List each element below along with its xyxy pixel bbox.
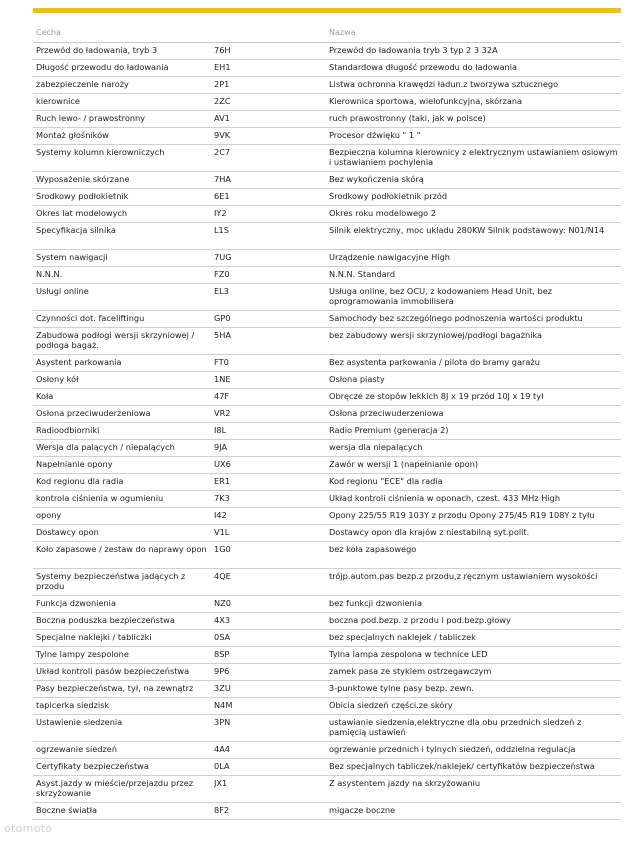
row-name: Procesor dźwięku " 1 " bbox=[329, 131, 421, 140]
row-feature: Systemy bezpieczeństwa jadących z przodu bbox=[36, 572, 186, 591]
table-row bbox=[33, 311, 621, 328]
row-code: 7K3 bbox=[214, 494, 230, 503]
row-code: 0SA bbox=[214, 633, 231, 642]
table-row bbox=[33, 742, 621, 759]
row-code: 4A4 bbox=[214, 745, 231, 754]
row-feature: Pasy bezpieczeństwa, tył, na zewnątrz bbox=[36, 684, 194, 693]
table-row bbox=[33, 145, 621, 172]
row-name: Obicia siedzeń części.ze skóry bbox=[329, 701, 453, 710]
row-name: 3-punktowe tylne pasy bezp. zewn. bbox=[329, 684, 474, 693]
row-feature: Systemy kolumn kierowniczych bbox=[36, 148, 165, 157]
table-row bbox=[33, 630, 621, 647]
row-name: Kod regionu "ECE" dla radia bbox=[329, 477, 443, 486]
row-feature: Napełnianie opony bbox=[36, 460, 113, 469]
table-row bbox=[33, 111, 621, 128]
table-row bbox=[33, 664, 621, 681]
header-feature: Cecha bbox=[36, 27, 61, 37]
table-row bbox=[33, 94, 621, 111]
row-feature: Funkcja dzwonienia bbox=[36, 599, 116, 608]
table-row bbox=[33, 60, 621, 77]
row-feature: Wyposażenie skórzane bbox=[36, 175, 130, 184]
table-row bbox=[33, 698, 621, 715]
table-row bbox=[33, 803, 621, 820]
row-name: Układ kontroli ciśnienia w oponach, czest. 433 MHz High bbox=[329, 494, 561, 503]
row-name: Usługa online, bez OCU, z kodowaniem Head Unit, bez oprogramowania immobilisera bbox=[329, 287, 553, 306]
row-name: ruch prawostronny (taki, jak w polsce) bbox=[329, 114, 486, 123]
row-name: ogrzewanie przednich i tylnych siedzeń, oddzielna regulacja bbox=[329, 745, 576, 754]
row-feature: ogrzewanie siedzeń bbox=[36, 745, 118, 754]
table-row bbox=[33, 457, 621, 474]
row-code: 1NE bbox=[214, 375, 231, 384]
accent-bar bbox=[33, 8, 621, 13]
table-row bbox=[33, 681, 621, 698]
row-code: EL3 bbox=[214, 287, 229, 296]
table-row bbox=[33, 423, 621, 440]
row-name: Samochody bez szczególnego podnoszenia wartości produktu bbox=[329, 314, 583, 323]
row-code: 2P1 bbox=[214, 80, 230, 89]
row-code: 8F2 bbox=[214, 806, 230, 815]
row-feature: N.N.N. bbox=[36, 270, 63, 279]
table-row bbox=[33, 284, 621, 311]
table-row bbox=[33, 172, 621, 189]
table-row bbox=[33, 776, 621, 803]
row-code: 1G0 bbox=[214, 545, 231, 554]
row-name: zamek pasa ze stykiem ostrzegawczym bbox=[329, 667, 492, 676]
row-name: Dostawcy opon dla krajów z niestabilną syt.polit. bbox=[329, 528, 530, 537]
row-name: Osłona piasty bbox=[329, 375, 385, 384]
row-code: 4QE bbox=[214, 572, 231, 581]
row-code: AV1 bbox=[214, 114, 230, 123]
table-row bbox=[33, 406, 621, 423]
table-row bbox=[33, 491, 621, 508]
row-code: 5HA bbox=[214, 331, 231, 340]
row-name: bez zabudowy wersji skrzyniowej/podłogi bagażnika bbox=[329, 331, 543, 340]
table-body bbox=[33, 43, 621, 820]
row-feature: Montaż głośników bbox=[36, 131, 109, 140]
row-feature: opony bbox=[36, 511, 62, 520]
row-feature: Osłony kół bbox=[36, 375, 79, 384]
row-feature: tapicerka siedzisk bbox=[36, 701, 110, 710]
row-name: bez funkcji dzwonienia bbox=[329, 599, 422, 608]
row-feature: Środkowy podłokietnik bbox=[36, 192, 129, 201]
row-code: 0LA bbox=[214, 762, 230, 771]
row-code: L1S bbox=[214, 226, 229, 235]
row-code: NZ0 bbox=[214, 599, 231, 608]
row-code: 6E1 bbox=[214, 192, 230, 201]
row-name: Obręcze ze stopów lekkich 8J x 19 przód 10J x 19 tył bbox=[329, 392, 544, 401]
row-name: wersja dla niepalących bbox=[329, 443, 423, 452]
row-code: VR2 bbox=[214, 409, 231, 418]
row-feature: Ruch lewo- / prawostronny bbox=[36, 114, 146, 123]
row-code: 3ZU bbox=[214, 684, 231, 693]
table-row bbox=[33, 613, 621, 630]
table-row bbox=[33, 43, 621, 60]
table-row bbox=[33, 596, 621, 613]
row-feature: Przewód do ładowania, tryb 3 bbox=[36, 46, 158, 55]
row-name: Standardowa długość przewodu do ładowania bbox=[329, 63, 518, 72]
row-name: Opony 225/55 R19 103Y z przodu Opony 275/45 R19 108Y z tyłu bbox=[329, 511, 595, 520]
row-code: UX6 bbox=[214, 460, 231, 469]
table-row bbox=[33, 389, 621, 406]
row-name: Bezpieczna kolumna kierownicy z elektrycznym ustawianiem osiowym i ustawianiem pochylenia bbox=[329, 148, 618, 167]
table-row bbox=[33, 569, 621, 596]
row-name: bez koła zapasowego bbox=[329, 545, 417, 554]
row-feature: Układ kontroli pasów bezpieczeństwa bbox=[36, 667, 190, 676]
row-feature: zabezpieczenie naroży bbox=[36, 80, 129, 89]
row-feature: Długość przewodu do ładowania bbox=[36, 63, 169, 72]
row-feature: Specyfikacja silnika bbox=[36, 226, 116, 235]
row-feature: Koło zapasowe / zestaw do naprawy opon bbox=[36, 545, 207, 554]
row-feature: Specjalne naklejki / tabliczki bbox=[36, 633, 152, 642]
row-code: 2C7 bbox=[214, 148, 231, 157]
row-code: FZ0 bbox=[214, 270, 230, 279]
row-feature: Kod regionu dla radia bbox=[36, 477, 124, 486]
row-name: N.N.N. Standard bbox=[329, 270, 396, 279]
row-feature: Wersja dla palących / niepalących bbox=[36, 443, 175, 452]
row-code: JX1 bbox=[214, 779, 228, 788]
row-name: Środkowy podłokietnik przód bbox=[329, 192, 448, 201]
row-feature: Koła bbox=[36, 392, 54, 401]
row-name: boczna pod.bezp. z przodu i pod.bezp.głowy bbox=[329, 616, 511, 625]
table-row bbox=[33, 474, 621, 491]
row-name: Osłona przeciwuderzeniowa bbox=[329, 409, 444, 418]
row-code: I8L bbox=[214, 426, 227, 435]
row-code: GP0 bbox=[214, 314, 231, 323]
row-code: EH1 bbox=[214, 63, 231, 72]
row-code: 3PN bbox=[214, 718, 231, 727]
row-feature: Zabudowa podłogi wersji skrzyniowej / podłoga bagaż. bbox=[36, 331, 195, 350]
row-feature: Tylne lampy zespolone bbox=[36, 650, 129, 659]
row-code: I42 bbox=[214, 511, 227, 520]
row-feature: System nawigacji bbox=[36, 253, 108, 262]
row-name: migacze boczne bbox=[329, 806, 396, 815]
table-row bbox=[33, 189, 621, 206]
table-row bbox=[33, 440, 621, 457]
row-feature: Asyst.jazdy w mieście/przejazdu przez skrzyżowanie bbox=[36, 779, 194, 798]
row-feature: Okres lat modelowych bbox=[36, 209, 128, 218]
row-code: 76H bbox=[214, 46, 231, 55]
row-name: Przewód do ładowania tryb 3 typ 2 3 32A bbox=[329, 46, 498, 55]
row-feature: Czynności dot. faceliftingu bbox=[36, 314, 145, 323]
row-name: bez specjalnych naklejek / tabliczek bbox=[329, 633, 476, 642]
row-code: 2ZC bbox=[214, 97, 231, 106]
row-code: 9P6 bbox=[214, 667, 230, 676]
watermark: otomoto bbox=[4, 822, 53, 835]
row-name: Urządzenie nawigacyjne High bbox=[329, 253, 450, 262]
row-feature: Radioodbiorniki bbox=[36, 426, 100, 435]
row-code: ER1 bbox=[214, 477, 231, 486]
table-row bbox=[33, 542, 621, 569]
row-feature: Certyfikaty bezpieczeństwa bbox=[36, 762, 149, 771]
row-feature: Boczne światła bbox=[36, 806, 98, 815]
table-row bbox=[33, 508, 621, 525]
equipment-table bbox=[33, 22, 621, 820]
row-code: 4X3 bbox=[214, 616, 231, 625]
row-code: IY2 bbox=[214, 209, 227, 218]
table-row bbox=[33, 759, 621, 776]
row-name: Zawór w wersji 1 (napełnianie opon) bbox=[329, 460, 479, 469]
row-name: Bez specjalnych tabliczek/naklejek/ certyfikatów bezpieczeństwa bbox=[329, 762, 595, 771]
row-name: Listwa ochronna krawędzi ładun.z tworzywa sztucznego bbox=[329, 80, 559, 89]
table-row bbox=[33, 128, 621, 145]
row-name: Radio Premium (generacja 2) bbox=[329, 426, 449, 435]
row-name: Z asystentem jazdy na skrzyżowaniu bbox=[329, 779, 481, 788]
row-feature: kontrola ciśnienia w ogumieniu bbox=[36, 494, 164, 503]
row-code: FT0 bbox=[214, 358, 229, 367]
row-feature: kierownice bbox=[36, 97, 80, 106]
row-code: V1L bbox=[214, 528, 230, 537]
table-row bbox=[33, 525, 621, 542]
table-row bbox=[33, 328, 621, 355]
header-name: Nazwa bbox=[329, 27, 356, 37]
row-code: 8SP bbox=[214, 650, 230, 659]
row-feature: Usługi online bbox=[36, 287, 89, 296]
row-code: 7HA bbox=[214, 175, 231, 184]
row-name: Silnik elektryczny, moc układu 280KW Silnik podstawowy: N01/N14 bbox=[329, 226, 605, 235]
table-header bbox=[33, 22, 621, 43]
row-feature: Boczna poduszka bezpieczeństwa bbox=[36, 616, 175, 625]
row-name: Tylna lampa zespolona w technice LED bbox=[329, 650, 488, 659]
row-feature: Ustawienie siedzenia bbox=[36, 718, 123, 727]
row-name: Okres roku modelowego 2 bbox=[329, 209, 437, 218]
table-row bbox=[33, 223, 621, 250]
table-row bbox=[33, 647, 621, 664]
table-row bbox=[33, 715, 621, 742]
table-row bbox=[33, 77, 621, 94]
row-code: N4M bbox=[214, 701, 233, 710]
row-name: ustawianie siedzenia,elektryczne dla obu przednich siedzeń z pamięcią ustawień bbox=[329, 718, 582, 737]
row-feature: Osłona przeciwuderzeniowa bbox=[36, 409, 151, 418]
row-name: trójp.autom.pas bezp.z przodu,z ręcznym ustawianiem wysokości bbox=[329, 572, 598, 581]
row-name: Bez wykończenia skórą bbox=[329, 175, 424, 184]
row-name: Kierownica sportowa, wielofunkcyjna, skórzana bbox=[329, 97, 523, 106]
row-code: 9VK bbox=[214, 131, 231, 140]
table-row bbox=[33, 355, 621, 372]
table-row bbox=[33, 372, 621, 389]
row-feature: Asystent parkowania bbox=[36, 358, 122, 367]
row-code: 7UG bbox=[214, 253, 232, 262]
row-name: Bez asystenta parkowania / pilota do bramy garażu bbox=[329, 358, 540, 367]
table-row bbox=[33, 250, 621, 267]
table-row bbox=[33, 267, 621, 284]
row-code: 47F bbox=[214, 392, 230, 401]
row-feature: Dostawcy opon bbox=[36, 528, 99, 537]
table-row bbox=[33, 206, 621, 223]
row-code: 9JA bbox=[214, 443, 228, 452]
